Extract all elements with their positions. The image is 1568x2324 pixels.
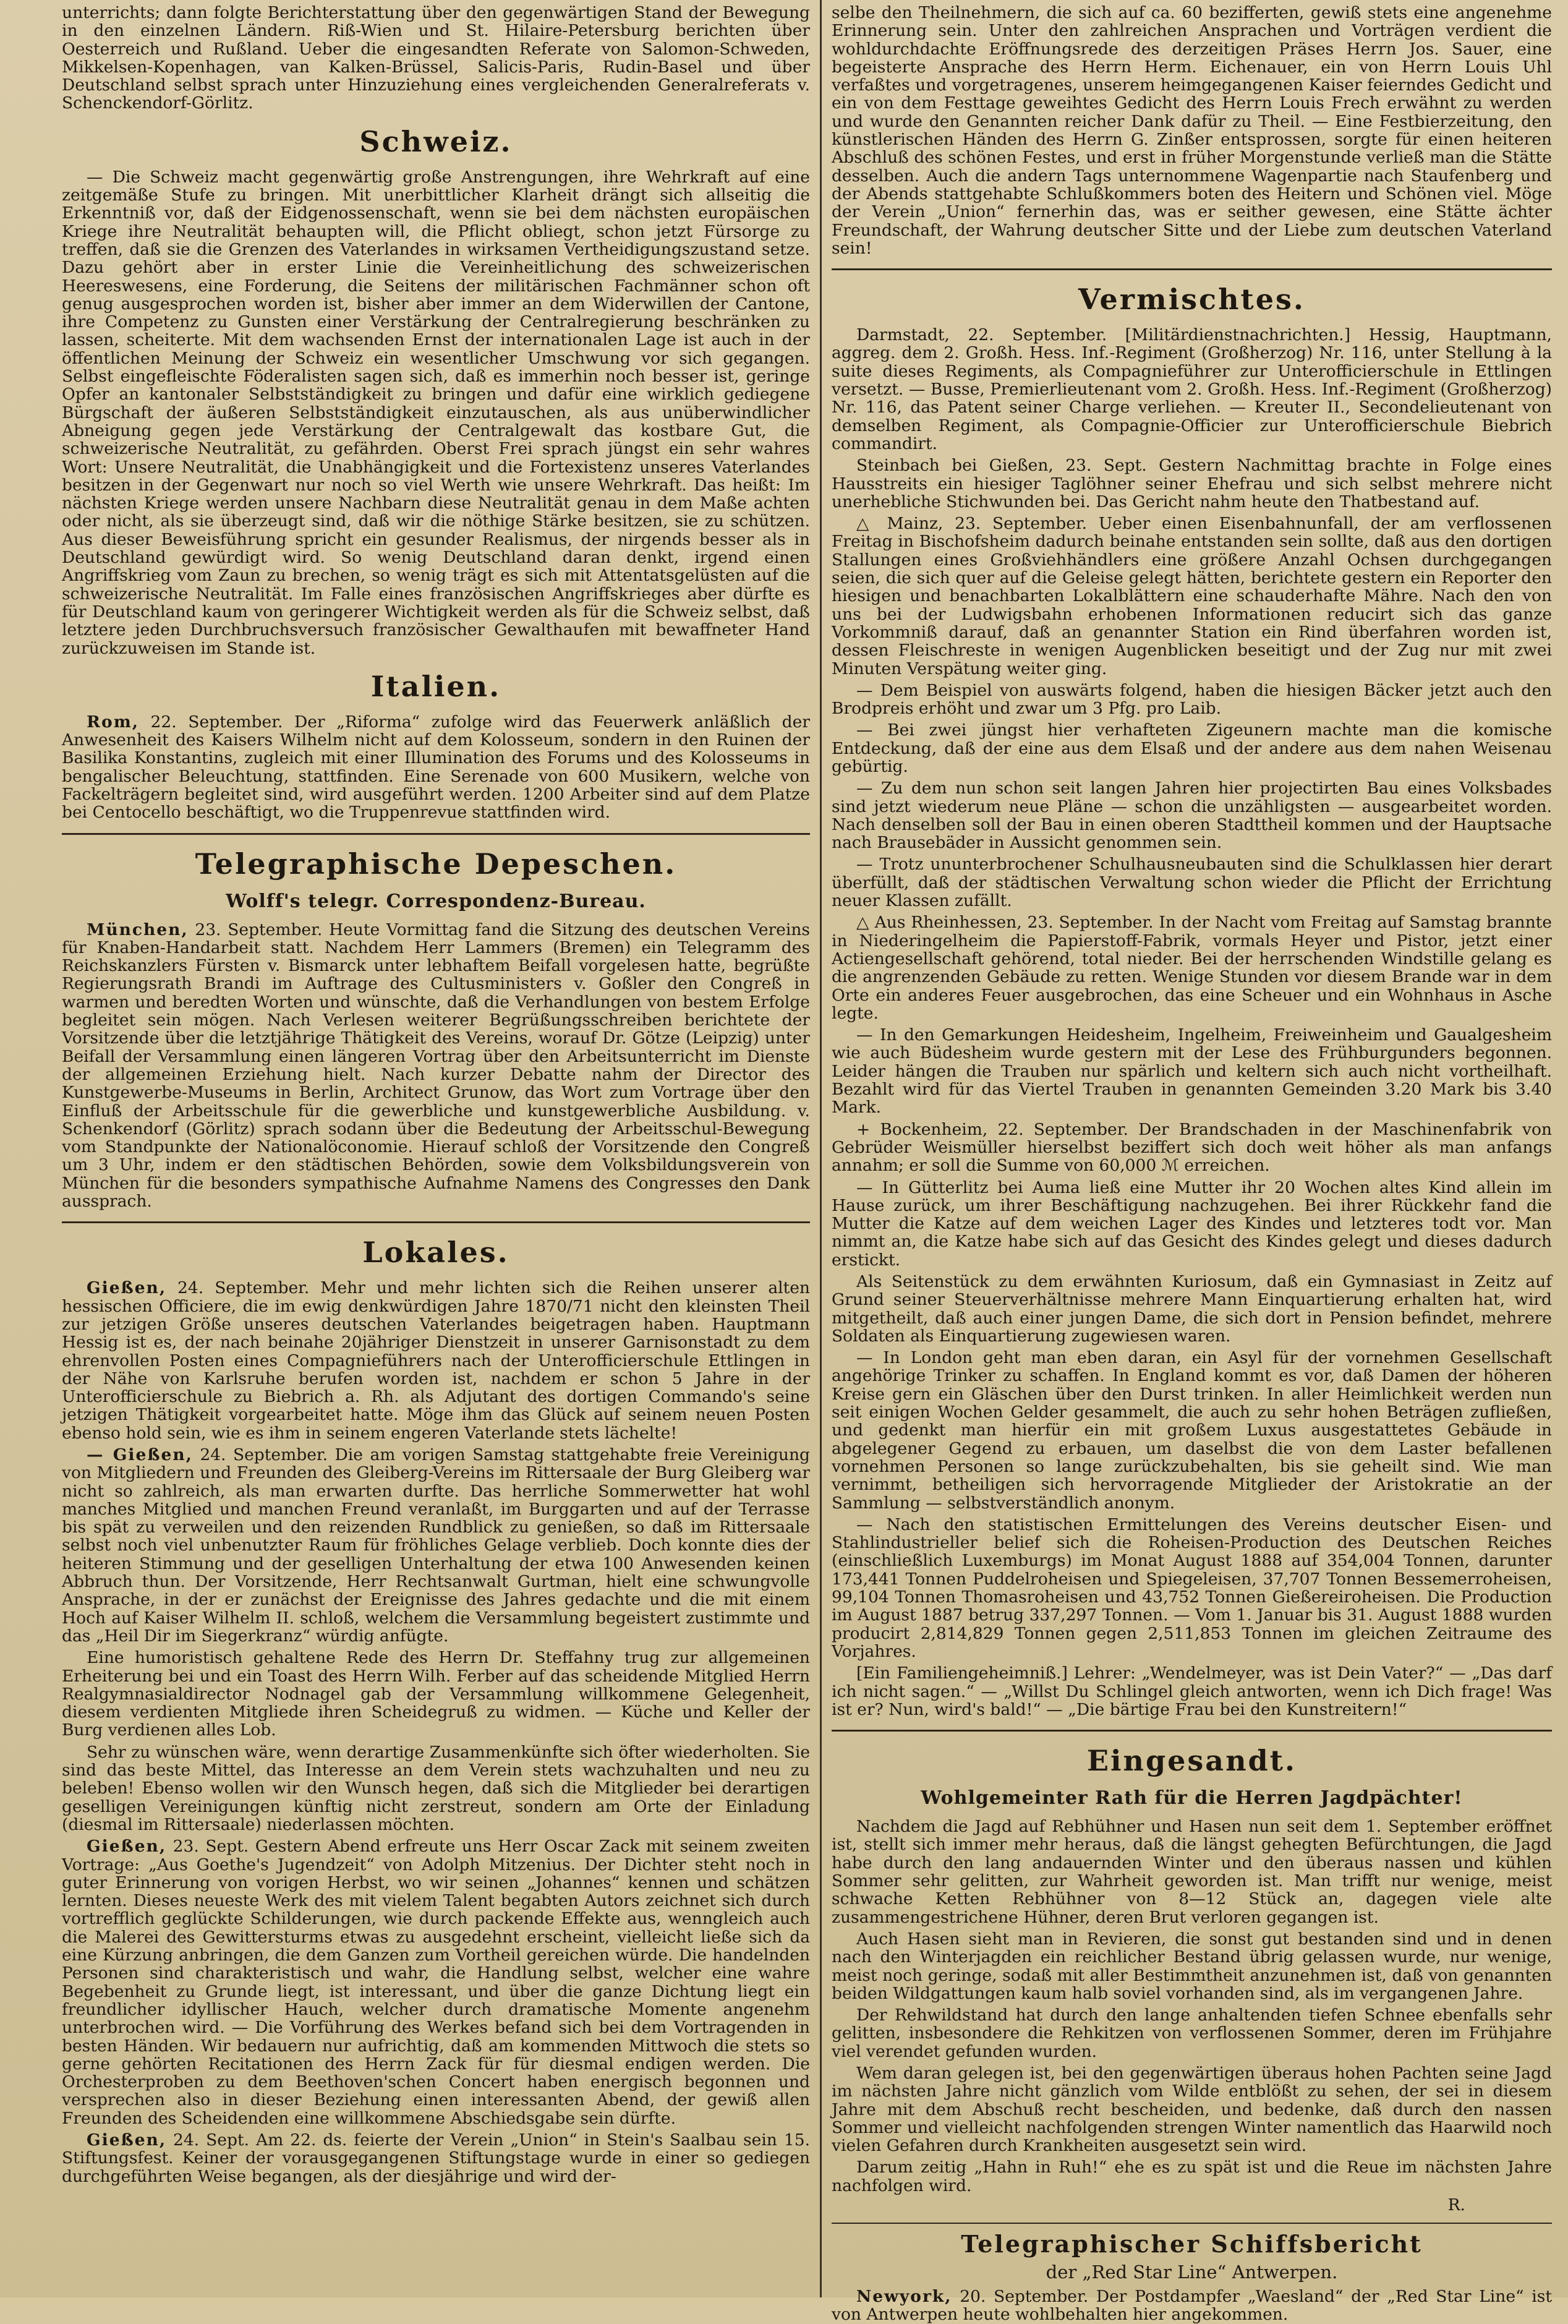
signature: R. <box>1447 2195 1465 2215</box>
italien-article: Rom, 22. September. Der „Riforma“ zufolge wird das Feuerwerk anläßlich der Anwesenheit des Kaisers Wilhelm nicht auf dem Kolosseum, sondern in den Ruinen der Basilika Konstantins, zugleich mit einer Illumination des Forums und des Kolosseums in bengalischer Beleuchtung, stattfinden. Eine Serenade von 600 Musikern, welche von Fackelträgern begleitet sind, wird ausgeführt werden. 1200 Arbeiter sind auf dem Platze bei Centocello beschäftigt, wo die Truppenrevue stattfinden wird. <box>62 712 810 822</box>
eingesandt-paragraph: Darum zeitig „Hahn in Ruh!“ ehe es zu spät ist und die Reue im nächsten Jahre nachfolgen wird. <box>832 2158 1552 2195</box>
left-column <box>62 4 810 2286</box>
vermischtes-item: △ Mainz, 23. September. Ueber einen Eisenbahnunfall, der am verflossenen Freitag in Bischofsheim dadurch beinahe entstanden sein sollte, daß aus den dortigen Stallungen eines Großviehhändlers eine größere Anzahl Ochsen durchgegangen seien, die sich quer auf die Geleise gelegt hätten, berichtete gestern ein Reporter den hiesigen und benachbarten Lokalblättern eine schauderhafte Mähre. Nach den von uns bei der Ludwigsbahn erhobenen Informationen reducirt sich das ganze Vorkommniß darauf, daß an genannter Station ein Rind überfahren worden ist, dessen Fleischreste in wenigen Augenblicken beseitigt und der Zug nur mit zwei Minuten Verspätung weiter ging. <box>832 514 1552 678</box>
vermischtes-item: — In Gütterlitz bei Auma ließ eine Mutter ihr 20 Wochen altes Kind allein im Hause zurück, um ihrer Beschäftigung nachzugehen. Bei ihrer Rückkehr fand die Mutter die Katze auf dem weichen Lager des Kindes und letzteres todt vor. Man nimmt an, die Katze habe sich auf das Gesicht des Kindes gelegt und dieses dadurch erstickt. <box>832 1177 1552 1270</box>
intro-paragraph: unterrichts; dann folgte Berichterstattung über den gegenwärtigen Stand der Bewegung in den einzelnen Ländern. Riß-Wien und St. Hilaire-Petersburg berichten über Oesterreich und Rußland. Ueber die eingesandten Referate von Salomon-Schweden, Mikkelsen-Kopenhagen, van Kalken-Brüssel, Salicis-Paris, Rudin-Basel und über Deutschland selbst sprach unter Hinzuziehung eines vergleichenden Generalreferats v. Schenckendorf-Görlitz. <box>62 3 810 113</box>
eingesandt-paragraph: Nachdem die Jagd auf Rebhühner und Hasen nun seit dem 1. September eröffnet ist, stellt sich immer mehr heraus, daß die längst gehegten Befürchtungen, die Jagd habe durch den lang andauernden Winter und den überaus nassen und kühlen Sommer sehr gelitten, zur Wahrheit geworden ist. Man trifft nur wenige, meist schwache Ketten Rebhühner von 8—12 Stück an, dagegen viele alte zusammengestrichene Hühner, deren Brut verloren gegangen ist. <box>832 1817 1552 1927</box>
eingesandt-paragraph: Wem daran gelegen ist, bei den gegenwärtigen überaus hohen Pachten seine Jagd im nächsten Jahre nicht gänzlich vom Wilde entblößt zu sehen, der sei in diesem Jahre mit dem Abschuß recht bescheiden, und bedenke, daß durch den nassen Sommer und vielleicht nachfolgenden strengen Winter namentlich das Haarwild noch vielen Gefahren durch Krankheiten ausgesetzt sein wird. <box>832 2063 1552 2156</box>
lokales-item: — Gießen, 24. September. Die am vorigen Samstag stattgehabte freie Vereinigung von Mitgliedern und Freunden des Gleiberg-Vereins im Rittersaale der Burg Gleiberg war nicht so zahlreich, als man erwarten durfte. Das herrliche Sommerwetter hat wohl manches Mitglied und manchen Freund veranlaßt, im Burggarten und auf der Terrasse bis spät zu verweilen und den reizenden Rundblick zu genießen, so daß im Rittersaale selbst noch viel unbenutzter Raum für fröhliches Gelage verblieb. Doch konnte dies der heiteren Stimmung und der geselligen Unterhaltung der etwa 100 Anwesenden keinen Abbruch thun. Der Vorsitzende, Herr Rechtsanwalt Gurtman, hielt eine schwungvolle Ansprache, in der er zunächst der Ereignisse des Jahres gedachte und die mit einem Hoch auf Kaiser Wilhelm II. schloß, welchem die Versammlung begeistert zustimmte und das „Heil Dir im Siegerkranz“ würdig anfügte. <box>62 1445 810 1646</box>
vermischtes-item: △ Aus Rheinhessen, 23. September. In der Nacht vom Freitag auf Samstag brannte in Niederingelheim die Papierstoff-Fabrik, vormals Heyer und Pistor, jetzt einer Actiengesellschaft gehörend, total nieder. Bei der herrschenden Windstille gelang es die angrenzenden Gebäude zu retten. Wenige Stunden vor diesem Brande war in dem Orte ein anderes Feuer ausgebrochen, das eine Scheuer und ein Wohnhaus in Asche legte. <box>832 913 1552 1023</box>
section-subheading: der „Red Star Line“ Antwerpen. <box>1046 2262 1338 2283</box>
lokales-item: Gießen, 23. Sept. Gestern Abend erfreute uns Herr Oscar Zack mit seinem zweiten Vortrage: „Aus Goethe's Jugendzeit“ von Adolph Mitzenius. Der Dichter steht noch in guter Erinnerung von vorigen Herbst, wo wir seinen „Johannes“ kennen und schätzen lernten. Dieses neueste Werk des mit vielem Talent begabten Autors zeichnet sich durch vortrefflich geglückte Schilderungen, wie durch packende Effekte aus, wenngleich auch die Malerei des Gewittersturms etwas zu ausgedehnt erscheint, vielleicht ließe sich da eine Kürzung anbringen, die dem Ganzen zum Vortheil gereichen würde. Die handelnden Personen sind charakteristisch und wahr, die Handlung selbst, welcher eine wahre Begebenheit zu Grunde liegt, ist interessant, und über die ganze Dichtung liegt ein freundlicher idyllischer Hauch, welcher durch dramatische Momente angenehm unterbrochen wird. — Die Vorführung des Werkes befand sich bei dem Vortragenden in besten Händen. Wir bedauern nur aufrichtig, daß am kommenden Mittwoch die stets so gerne gehörten Recitationen des Herrn Zack für für diesmal endigen werden. Die Orchesterproben zu dem Beethoven'schen Concert haben energisch begonnen und versprechen also in dieser Beziehung einen interessanten Abend, der gewiß allen Freunden des Scheidenden eine willkommene Abschiedsgabe sein dürfte. <box>62 1837 810 2128</box>
section-heading-eingesandt: Eingesandt. <box>1087 1744 1297 1778</box>
telegraph-article: München, 23. September. Heute Vormittag fand die Sitzung des deutschen Vereins für Knaben-Handarbeit statt. Nachdem Herr Lammers (Bremen) ein Telegramm des Reichskanzlers Fürsten v. Bismarck unter lebhaftem Beifall vorgelesen hatte, begrüßte Regierungsrath Brandi im Auftrage des Cultusministers v. Goßler den Congreß in warmen und beredten Worten und wünschte, daß die Verhandlungen von bestem Erfolge begleitet sein mögen. Nach Verlesen weiterer Begrüßungsschreiben berichtete der Vorsitzende über die letztjährige Thätigkeit des Vereins, worauf Dr. Götze (Leipzig) unter Beifall der Versammlung einen längeren Vortrag über den Arbeitsunterricht im Dienste der allgemeinen Erziehung hielt. Nach kurzer Debatte nahm der Director des Kunstgewerbe-Museums in Berlin, Architect Grunow, das Wort zum Vortrage über den Einfluß der Arbeitsschule für die gewerbliche und kunstgewerbliche Ausbildung. v. Schenkendorf (Görlitz) sprach sodann über die Bedeutung der Arbeitsschul-Bewegung vom Standpunkte der Nationalöconomie. Hierauf schloß der Vorsitzende den Congreß um 3 Uhr, indem er den städtischen Behörden, sowie dem Volksbildungsverein von München für die besonders sympathische Aufnahme Namens des Congresses den Dank aussprach. <box>62 920 810 1211</box>
dateline: Rom, <box>87 712 139 732</box>
lokales-item: Gießen, 24. Sept. Am 22. ds. feierte der Verein „Union“ in Stein's Saalbau sein 15. Stiftungsfest. Keiner der vorausgegangenen Stiftungstage wurde in einer so gediegen durchgeführten Weise begangen, als der diesjährige und wird der- <box>62 2130 810 2186</box>
right-column <box>832 3 1552 2324</box>
vermischtes-item: — In London geht man eben daran, ein Asyl für der vornehmen Gesellschaft angehörige Trinker zu schaffen. In England kommt es vor, daß Damen der höheren Kreise gern ein Gläschen über den Durst trinken. In aller Heimlichkeit werden nun seit einigen Wochen Gelder gesammelt, die auch zu sehr hohen Beträgen zufließen, und gedenkt man hierfür ein mit großem Luxus ausgestattetes Gebäude in abgelegener Gegend zu erbauen, um daselbst die von dem Laster befallenen vornehmen Personen so lange zurückzubehalten, bis sie geheilt sind. Wie man vernimmt, betheiligen sich hervorragende Mitglieder der Aristokratie an der Sammlung — selbstverständlich anonym. <box>832 1348 1552 1513</box>
section-heading-lokales: Lokales. <box>362 1236 509 1270</box>
vermischtes-item: — Zu dem nun schon seit langen Jahren hier projectirten Bau eines Volksbades sind jetzt wiederum neue Pläne — schon die unzähligsten — ausgearbeitet worden. Nach denselben soll der Bau in einen oberen Stadttheil kommen und der Hauptsache nach Brausebäder in Aussicht genommen sein. <box>832 779 1552 853</box>
vermischtes-item: — Nach den statistischen Ermittelungen des Vereins deutscher Eisen- und Stahlindustrieller belief sich die Roheisen-Production des Deutschen Reiches (einschließlich Luxemburgs) im Monat August 1888 auf 354,004 Tonnen, darunter 173,441 Tonnen Puddelroheisen und Spiegeleisen, 37,707 Tonnen Bessemerroheisen, 99,104 Tonnen Thomasroheisen und 43,752 Tonnen Gießereiroheisen. Die Production im August 1887 betrug 337,297 Tonnen. — Vom 1. Januar bis 31. August 1888 wurden producirt 2,814,829 Tonnen gegen 2,511,853 Tonnen im gleichen Zeitraume des Vorjahres. <box>832 1514 1552 1661</box>
divider <box>832 1730 1552 1732</box>
section-subheading: Wohlgemeinter Rath für die Herren Jagdpächter! <box>921 1787 1463 1809</box>
vermischtes-item: Darmstadt, 22. September. [Militärdienstnachrichten.] Hessig, Hauptmann, aggreg. dem 2. Großh. Hess. Inf.-Regiment (Großherzog) Nr. 116, unter Stellung à la suite dieses Regiments, als Compagnieführer zur Unterofficierschule in Ettlingen versetzt. — Busse, Premierlieutenant vom 2. Großh. Hess. Inf.-Regiment (Großherzog) Nr. 116, das Patent seiner Charge verliehen. — Kreuter II., Secondelieutenant von demselben Regiment, als Compagnie-Officier zur Unterofficierschule Biebrich commandirt. <box>832 325 1552 453</box>
lokales-item: Eine humoristisch gehaltene Rede des Herrn Dr. Steffahny trug zur allgemeinen Erheiterung bei und ein Toast des Herrn Wilh. Ferber auf das scheidende Mitglied Herrn Realgymnasialdirector Nodnagel gab der Versammlung willkommene Gelegenheit, diesem verdienten Mitgliede ihren Scheidegruß zu widmen. — Küche und Keller der Burg verdienen alles Lob. <box>62 1648 810 1740</box>
schiff-article: Newyork, 20. September. Der Postdampfer „Waesland“ der „Red Star Line“ ist von Antwerpen heute wohlbehalten hier angekommen. <box>832 2287 1552 2324</box>
vermischtes-item: Steinbach bei Gießen, 23. Sept. Gestern Nachmittag brachte in Folge eines Hausstreits ein hiesiger Taglöhner seiner Ehefrau und sich selbst mehrere nicht unerhebliche Stichwunden bei. Das Gericht nahm heute den Thatbestand auf. <box>832 456 1552 511</box>
section-subheading: Wolff's telegr. Correspondenz-Bureau. <box>226 890 646 912</box>
vermischtes-item: — Bei zwei jüngst hier verhafteten Zigeunern machte man die komische Entdeckung, daß der eine aus dem Elsaß und der andere aus dem nahen Weisenau gebürtig. <box>832 720 1552 776</box>
section-heading-schiffsbericht: Telegraphischer Schiffsbericht <box>961 2230 1423 2258</box>
vermischtes-item: — In den Gemarkungen Heidesheim, Ingelheim, Freiweinheim und Gaualgesheim wie auch Büdesheim wurde gestern mit der Lese des Frühburgunders begonnen. Leider hängen die Trauben nur spärlich und keltern sich auch nicht vortheilhaft. Bezahlt wird für das Viertel Trauben in genannten Gemeinden 3.20 Mark bis 3.40 Mark. <box>832 1025 1552 1117</box>
eingesandt-paragraph: Der Rehwildstand hat durch den lange anhaltenden tiefen Schnee ebenfalls sehr gelitten, insbesondere die Rehkitzen von verflossenen Sommer, deren im Frühjahre viel verendet gefunden wurden. <box>832 2006 1552 2061</box>
section-heading-vermischtes: Vermischtes. <box>1078 283 1305 317</box>
dateline: Newyork, <box>856 2287 952 2307</box>
lokales-item: Sehr zu wünschen wäre, wenn derartige Zusammenkünfte sich öfter wiederholten. Sie sind das beste Mittel, das Interesse an dem Verein stets wachzuhalten und neu zu beleben! Ebenso wollen wir den Wunsch hegen, daß sich die Mitglieder bei derartigen geselligen Vereinigungen künftig nicht zerstreut, sondern am Orte der Einladung (diesmal im Rittersaale) niederlassen möchten. <box>62 1742 810 1834</box>
vermischtes-item: — Dem Beispiel von auswärts folgend, haben die hiesigen Bäcker jetzt auch den Brodpreis erhöht und zwar um 3 Pfg. pro Laib. <box>832 680 1552 719</box>
vermischtes-item: [Ein Familiengeheimniß.] Lehrer: „Wendelmeyer, was ist Dein Vater?“ — „Das darf ich nicht sagen.“ — „Willst Du Schlingel gleich antworten, wenn ich Dich frage! Was ist er? Nun, wird's bald!“ — „Die bärtige Frau bei den Kunstreitern!“ <box>832 1664 1552 1719</box>
dateline: München, <box>87 920 189 939</box>
eingesandt-paragraph: Auch Hasen sieht man in Revieren, die sonst gut bestanden sind und in denen nach den Winterjagden ein reichlicher Bestand übrig gelassen wurde, nur wenige, meist noch geringe, sodaß mit aller Bestimmtheit anzunehmen ist, daß von genannten beiden Wildgattungen kaum halb soviel vorhanden sind, als im vergangenen Jahre. <box>832 1929 1552 2003</box>
vermischtes-item: Als Seitenstück zu dem erwähnten Kuriosum, daß ein Gymnasiast in Zeitz auf Grund seiner Steuerverhältnisse mehrere Mann Einquartierung erhalten hat, wird mitgetheilt, daß auch einer jungen Dame, die sich dort in Pension befindet, mehrere Soldaten als Einquartierung zugewiesen waren. <box>832 1272 1552 1346</box>
lokales-item: Gießen, 24. September. Mehr und mehr lichten sich die Reihen unserer alten hessischen Officiere, die im ewig denkwürdigen Jahre 1870/71 nicht den kleinsten Theil zur jetzigen Größe unseres deutschen Vaterlandes beigetragen haben. Hauptmann Hessig ist es, der nach beinahe 20jähriger Dienstzeit in unserer Garnisonstadt zu dem ehrenvollen Posten eines Compagnieführers nach der Unterofficierschule Ettlingen in der Nähe von Karlsruhe berufen worden ist, nachdem er schon 5 Jahre in der Unterofficierschule zu Biebrich a. Rh. als Adjutant des dortigen Commando's seine jetzigen Thätigkeit vorgearbeitet hatte. Möge ihm das Glück auf seinem neuen Posten ebenso hold sein, wie es ihm in seinem engeren Vaterlande stets lächelte! <box>62 1278 810 1443</box>
column-rule <box>820 0 822 2297</box>
divider <box>832 268 1552 270</box>
section-heading-italien: Italien. <box>370 669 501 703</box>
divider <box>62 1221 810 1223</box>
section-heading-schweiz: Schweiz. <box>359 124 513 158</box>
intro-paragraph: selbe den Theilnehmern, die sich auf ca. 60 bezifferten, gewiß stets eine angenehme Erinnerung sein. Unter den zahlreichen Ansprachen und Vorträgen verdient die wohldurchdachte Eröffnungsrede des derzeitigen Präses Herrn Jos. Sauer, eine begeisterte Ansprache des Herrn Herm. Eichenauer, ein von Herrn Louis Uhl verfaßtes und vorgetragenes, unserem heimgegangenen Kaiser feierndes Gedicht und ein von dem Festtage geweihtes Gedicht des Herrn Louis Frech erwähnt zu werden und wurde den Genannten reicher Dank dafür zu Theil. — Eine Festbierzeitung, den künstlerischen Händen des Herrn G. Zinßer entsprossen, sorgte für einen heiteren Abschluß des schönen Festes, und erst in früher Morgenstunde verließ man die Stätte desselben. Auch die andern Tags unternommene Wagenpartie nach Staufenberg und der Abends stattgehabte Schlußkommers boten des Heitern und Schönen viel. Möge der Verein „Union“ fernerhin das, was er seither gewesen, eine Stätte ächter Freundschaft, der Wahrung deutscher Sitte und der Liebe zum deutschen Vaterland sein! <box>832 3 1552 258</box>
divider <box>62 833 810 835</box>
divider <box>832 2223 1552 2224</box>
section-heading-telegraph: Telegraphische Depeschen. <box>195 847 677 881</box>
schweiz-article: — Die Schweiz macht gegenwärtig große Anstrengungen, ihre Wehrkraft auf eine zeitgemäße Stufe zu bringen. Mit unerbittlicher Klarheit drängt sich allseitig die Erkenntniß vor, daß der Eidgenossenschaft, wenn sie bei dem nächsten europäischen Kriege ihre Neutralität behaupten will, die Pflicht obliegt, schon jetzt Fürsorge zu treffen, daß sie die Grenzen des Vaterlandes in wirksamen Vertheidigungszustand setze. Dazu gehört aber in erster Linie die Vereinheitlichung des schweizerischen Heereswesens, eine Forderung, die Seitens der militärischen Fachmänner schon oft genug ausgesprochen worden ist, bisher aber immer an dem Widerwillen der Cantone, ihre Competenz zu Gunsten einer Verstärkung der Centralregierung beschränken zu lassen, scheiterte. Mit dem wachsenden Ernst der internationalen Lage ist auch in der öffentlichen Meinung der Schweiz ein wesentlicher Umschwung vor sich gegangen. Selbst eingefleischte Föderalisten sagen sich, daß es immerhin noch besser ist, geringe Opfer an kantonaler Selbstständigkeit zu bringen und dafür eine wirklich gediegene Bürgschaft der äußeren Selbstständigkeit einzutauschen, als aus unüberwindlicher Abneigung gegen jede Verstärkung der Centralgewalt das kostbare Gut, die schweizerische Neutralität, zu gefährden. Oberst Frei sprach jüngst ein sehr wahres Wort: Unsere Neutralität, die Unabhängigkeit und die Fortexistenz unseres Vaterlandes besitzen in der Gegenwart nur noch so viel Werth wie unsere Wehrkraft. Das heißt: Im nächsten Kriege werden unsere Nachbarn diese Neutralität genau in dem Maße achten oder nicht, als sie überzeugt sind, daß wir die nöthige Stärke besitzen, sie zu schützen. Aus dieser Beweisführung spricht ein gesunder Realismus, der nirgends besser als in Deutschland gewürdigt wird. So wenig Deutschland daran denkt, irgend einen Angriffskrieg vom Zaun zu brechen, so wenig trägt es sich mit Attentatsgelüsten auf die schweizerische Neutralität. Im Falle eines französischen Angriffskrieges aber dürfte es für Deutschland kaum von geringerer Wichtigkeit werden als für die Schweiz selbst, daß letztere jeden Durchbruchsversuch französischer Gewalthaufen mit bewaffneter Hand zurückzuweisen im Stande ist. <box>62 167 810 658</box>
vermischtes-item: + Bockenheim, 22. September. Der Brandschaden in der Maschinenfabrik von Gebrüder Weismüller hierselbst beziffert sich doch weit höher als man anfangs annahm; er soll die Summe von 60,000 ℳ erreichen. <box>832 1119 1552 1176</box>
vermischtes-item: — Trotz ununterbrochener Schulhausneubauten sind die Schulklassen hier derart überfüllt, daß der städtischen Verwaltung schon wieder die Pflicht der Errichtung neuer Klassen zufällt. <box>832 855 1552 911</box>
